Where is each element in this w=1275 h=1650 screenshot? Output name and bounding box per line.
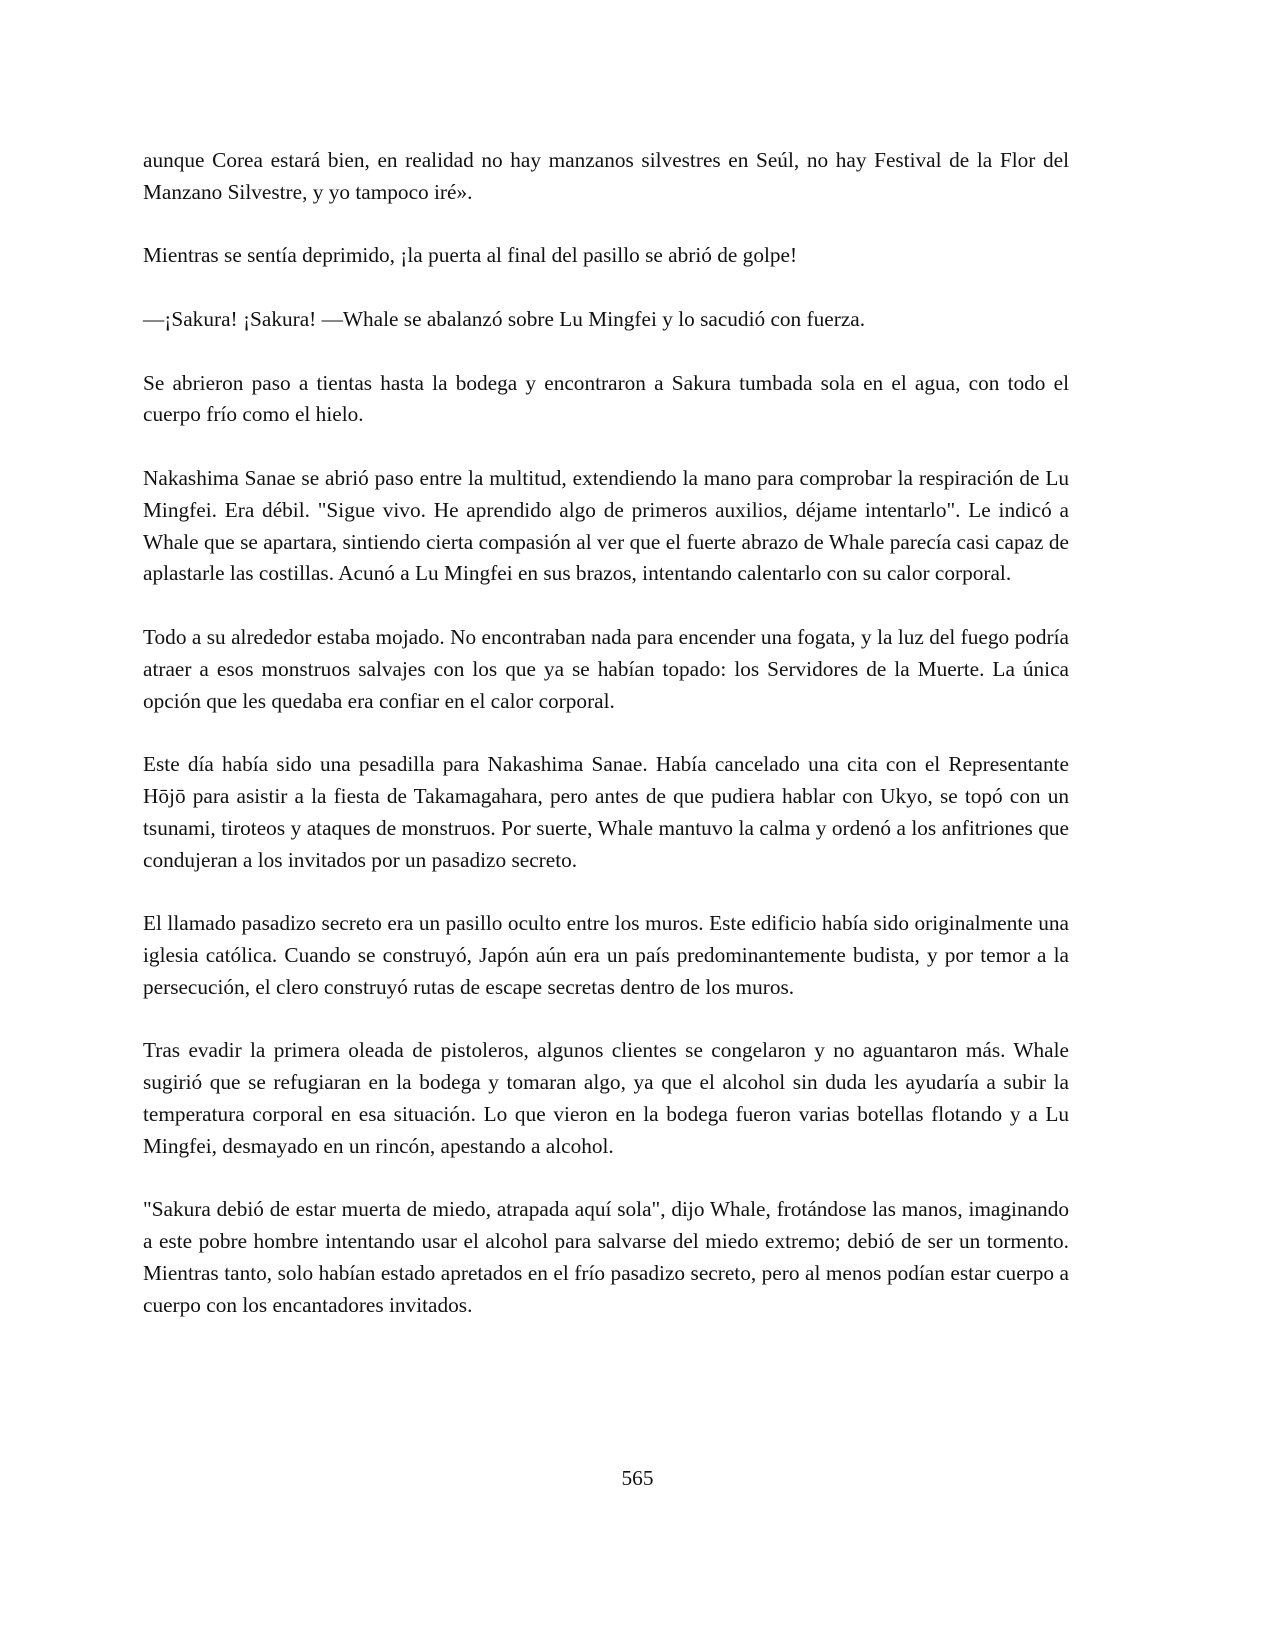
paragraph: Tras evadir la primera oleada de pistoleros, algunos clientes se congelaron y no aguantaron más. Whale sugirió que se refugiaran en la bodega y tomaran algo, ya que el alcohol sin duda les ayudaría a subir la temperatura corporal en esa situación. Lo que vieron en la bodega fueron varias botellas flotando y a Lu Mingfei, desmayado en un rincón, apestando a alcohol. <box>143 1038 1069 1158</box>
paragraph: El llamado pasadizo secreto era un pasillo oculto entre los muros. Este edificio había sido originalmente una iglesia católica. Cuando se construyó, Japón aún era un país predominantemente budista, y por temor a la persecución, el clero construyó rutas de escape secretas dentro de los muros. <box>143 911 1069 999</box>
paragraph: Todo a su alrededor estaba mojado. No encontraban nada para encender una fogata, y la luz del fuego podría atraer a esos monstruos salvajes con los que ya se habían topado: los Servidores de la Muerte. La única opción que les quedaba era confiar en el calor corporal. <box>143 624 1069 713</box>
paragraph: "Sakura debió de estar muerta de miedo, atrapada aquí sola", dijo Whale, frotándose las manos, imaginando a este pobre hombre intentando usar el alcohol para salvarse del miedo extremo; debió de ser un tormento. Mientras tanto, solo habían estado apretados en el frío pasadizo secreto, pero al menos podían estar cuerpo a cuerpo con los encantadores invitados. <box>143 1197 1069 1317</box>
paragraph: aunque Corea estará bien, en realidad no hay manzanos silvestres en Seúl, no hay Festival de la Flor del Manzano Silvestre, y yo tampoco iré». <box>143 148 1069 204</box>
paragraph: Se abrieron paso a tientas hasta la bodega y encontraron a Sakura tumbada sola en el agua, con todo el cuerpo frío como el hielo. <box>143 370 1069 427</box>
page-number: 565 <box>621 1466 654 1490</box>
paragraph: —¡Sakura! ¡Sakura! —Whale se abalanzó sobre Lu Mingfei y lo sacudió con fuerza. <box>143 306 866 331</box>
body-text <box>143 145 1069 1353</box>
paragraph: Mientras se sentía deprimido, ¡la puerta al final del pasillo se abrió de golpe! <box>143 243 798 268</box>
paragraph: Este día había sido una pesadilla para Nakashima Sanae. Había cancelado una cita con el Representante Hōjō para asistir a la fiesta de Takamagahara, pero antes de que pudiera hablar con Ukyo, se topó con un tsunami, tiroteos y ataques de monstruos. Por suerte, Whale mantuvo la calma y ordenó a los anfitriones que condujeran a los invitados por un pasadizo secreto. <box>143 752 1069 872</box>
paragraph: Nakashima Sanae se abrió paso entre la multitud, extendiendo la mano para comprobar la respiración de Lu Mingfei. Era débil. "Sigue vivo. He aprendido algo de primeros auxilios, déjame intentarlo". Le indicó a Whale que se apartara, sintiendo cierta compasión al ver que el fuerte abrazo de Whale parecía casi capaz de aplastarle las costillas. Acunó a Lu Mingfei en sus brazos, intentando calentarlo con su calor corporal. <box>143 465 1069 586</box>
